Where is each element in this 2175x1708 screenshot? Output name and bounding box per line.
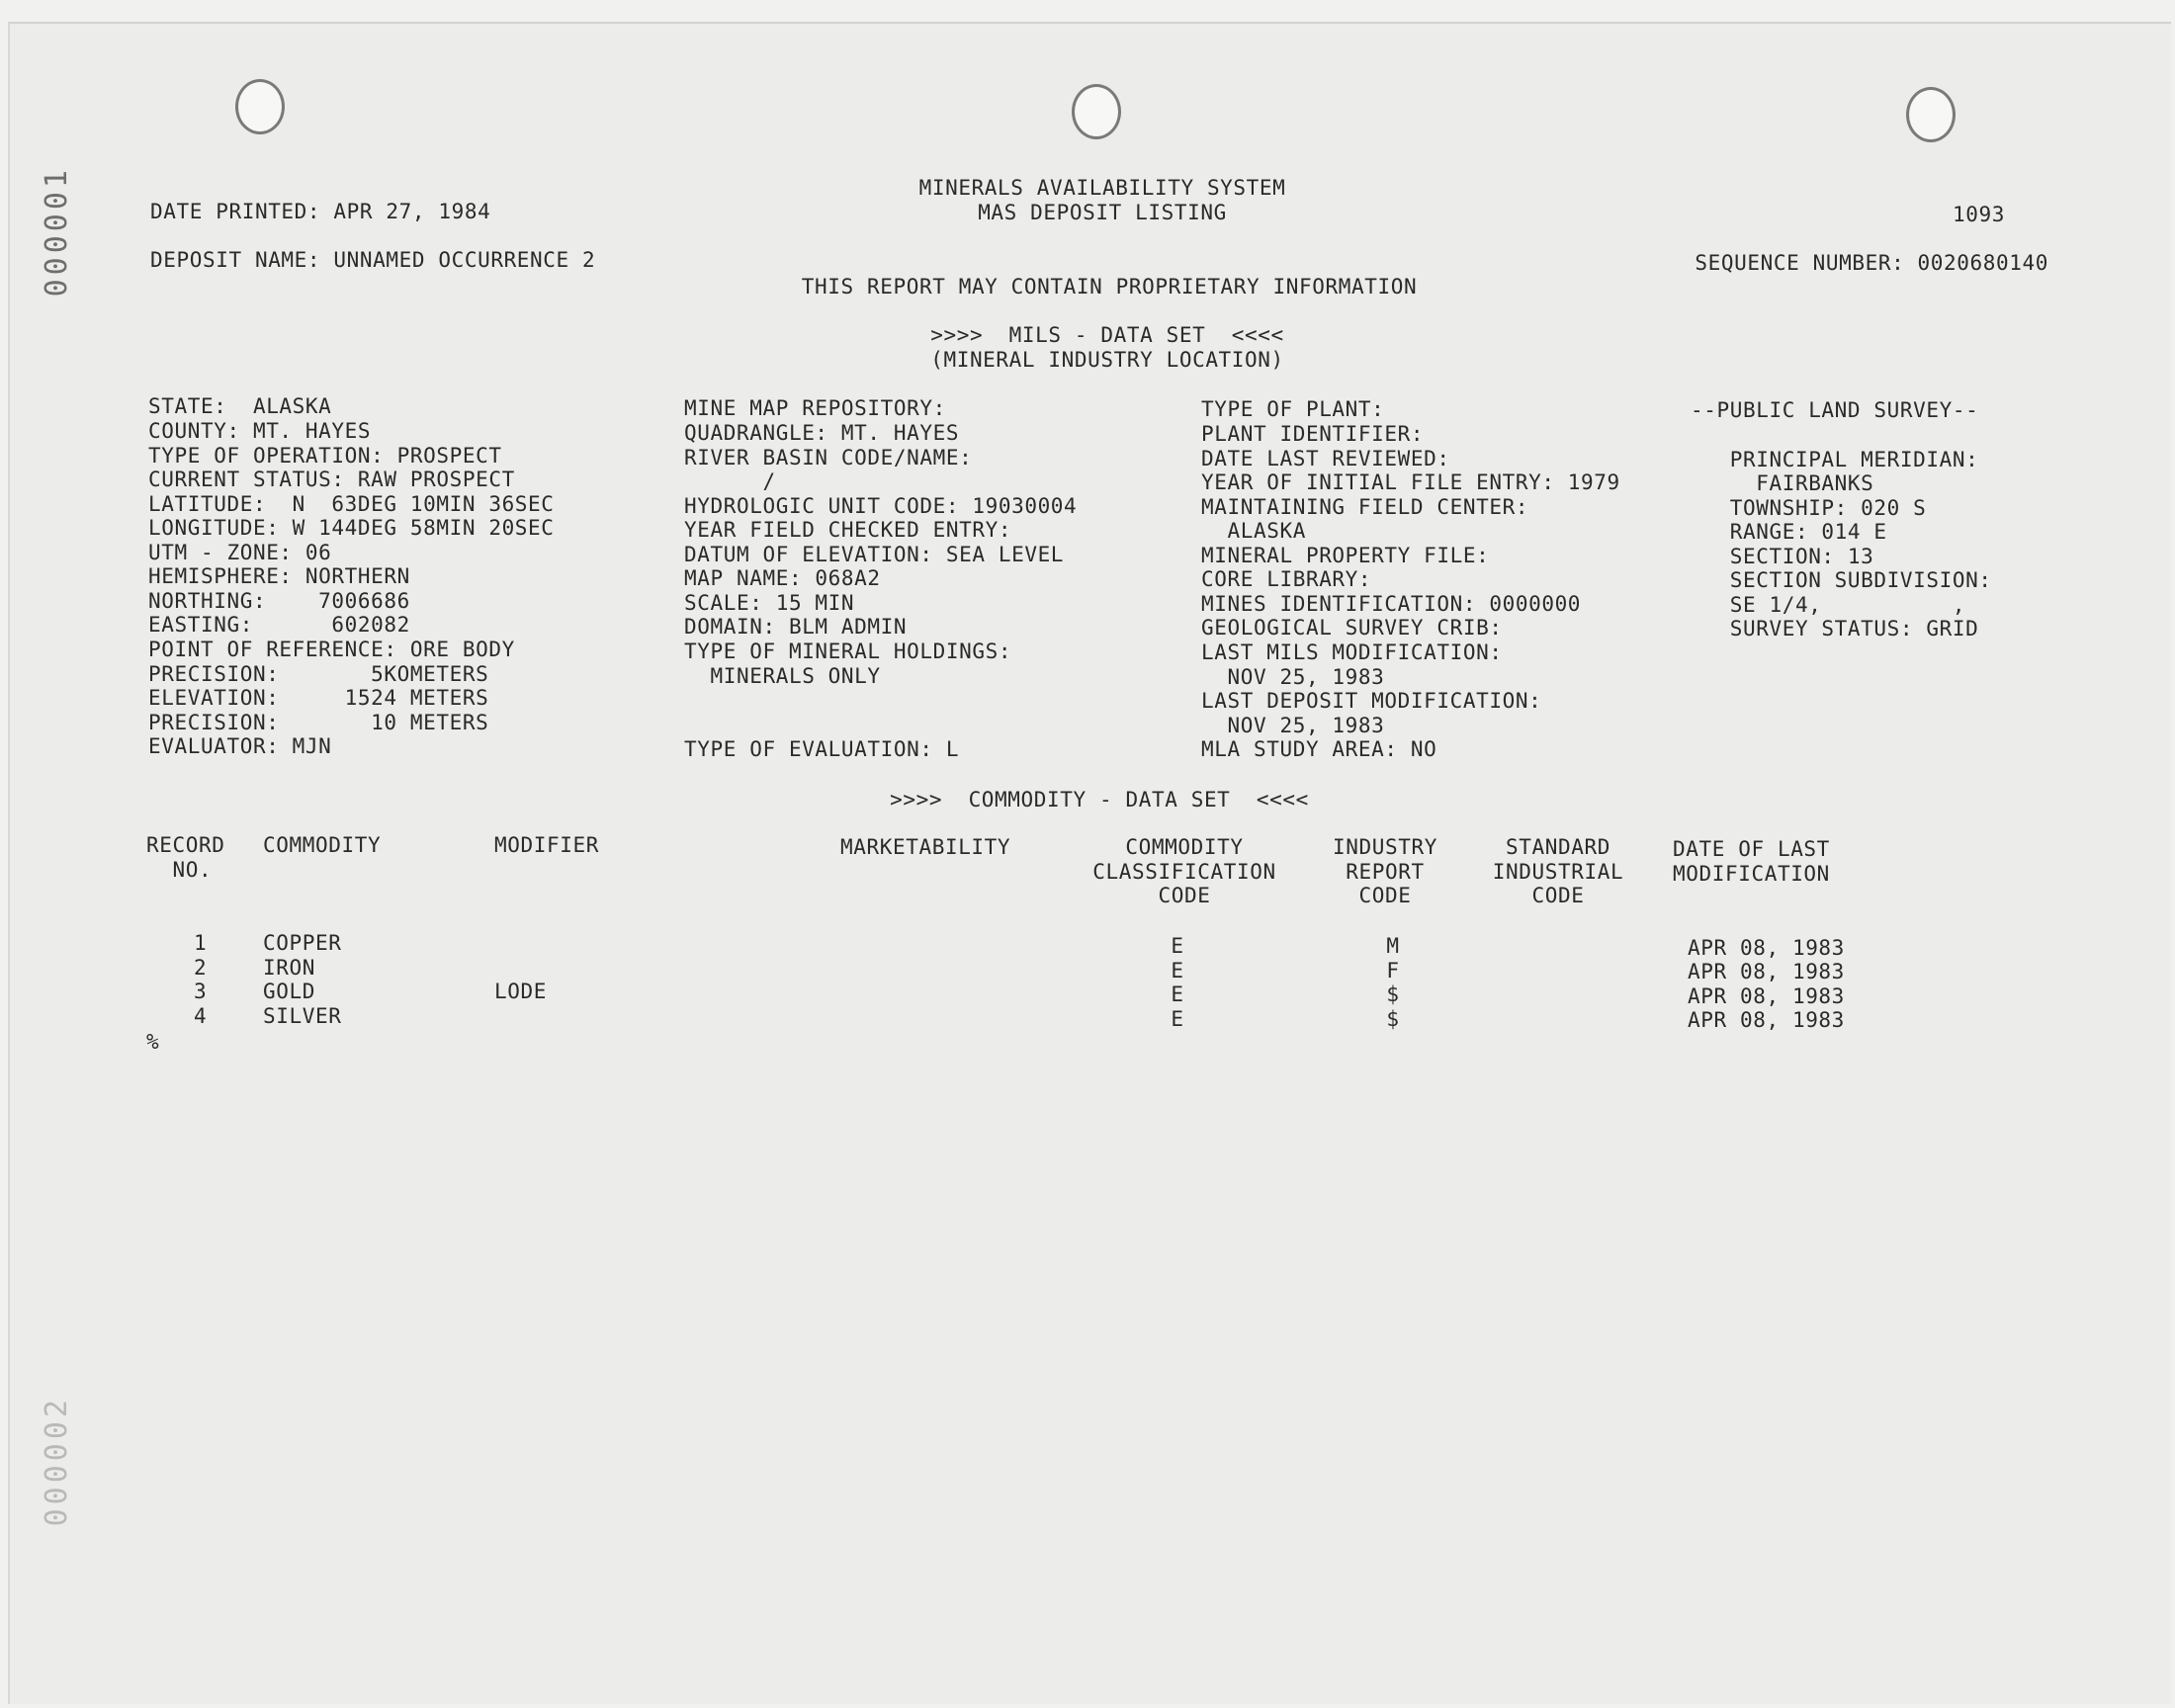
mils-title: >>>> MILS - DATA SET <<<< <box>930 323 1284 347</box>
mils-field: RIVER BASIN CODE/NAME: <box>684 446 973 470</box>
mils-field: COUNTY: MT. HAYES <box>148 419 372 443</box>
industry-code: $ <box>1386 982 1400 1006</box>
mils-field: EASTING: 602082 <box>148 613 410 637</box>
classification-code: E <box>1171 982 1184 1006</box>
sequence-number: SEQUENCE NUMBER: 0020680140 <box>1695 251 2048 275</box>
col-header-record-no: RECORD NO. <box>146 833 225 882</box>
mils-field: / <box>684 470 776 493</box>
mils-field: MINERAL PROPERTY FILE: <box>1201 544 1490 567</box>
classification-code: E <box>1171 1007 1184 1031</box>
modification-date: APR 08, 1983 <box>1688 984 1845 1008</box>
mils-field: DATUM OF ELEVATION: SEA LEVEL <box>684 543 1065 566</box>
mils-field: NOV 25, 1983 <box>1201 714 1385 737</box>
mils-field: CURRENT STATUS: RAW PROSPECT <box>148 468 515 491</box>
mils-field: EVALUATOR: MJN <box>148 734 332 758</box>
col-header-date: DATE OF LAST MODIFICATION <box>1673 837 1830 886</box>
mils-field: PLANT IDENTIFIER: <box>1201 422 1425 446</box>
record-no: 3 <box>194 980 208 1003</box>
modification-date: APR 08, 1983 <box>1688 936 1845 960</box>
mils-field: FAIRBANKS <box>1691 471 1874 495</box>
mils-field: TYPE OF MINERAL HOLDINGS: <box>684 640 1012 663</box>
mils-field: STATE: ALASKA <box>148 394 332 418</box>
commodity-name: GOLD <box>263 980 315 1003</box>
mils-field: DATE LAST REVIEWED: <box>1201 447 1450 470</box>
classification-code: E <box>1171 934 1184 958</box>
modification-date: APR 08, 1983 <box>1688 960 1845 983</box>
mils-field: SECTION SUBDIVISION: <box>1691 568 1992 592</box>
land-survey-heading: --PUBLIC LAND SURVEY-- <box>1691 398 1979 422</box>
industry-code: M <box>1386 934 1400 958</box>
mils-field: TYPE OF EVALUATION: L <box>684 737 960 761</box>
industry-code: $ <box>1386 1007 1400 1031</box>
mils-field: NORTHING: 7006686 <box>148 589 410 613</box>
system-title: MINERALS AVAILABILITY SYSTEM <box>918 176 1286 200</box>
industry-code: F <box>1386 959 1400 982</box>
mils-field: SCALE: 15 MIN <box>684 591 855 615</box>
col-header-marketability: MARKETABILITY <box>840 835 1011 859</box>
mils-field: YEAR FIELD CHECKED ENTRY: <box>684 518 1012 542</box>
mils-field: SE 1/4, , <box>1691 593 1966 617</box>
mils-field: GEOLOGICAL SURVEY CRIB: <box>1201 616 1503 640</box>
page-number: 1093 <box>1953 203 2005 226</box>
date-printed: DATE PRINTED: APR 27, 1984 <box>150 200 491 223</box>
mils-field: MAP NAME: 068A2 <box>684 566 881 590</box>
mils-field: PRINCIPAL MERIDIAN: <box>1691 448 1979 471</box>
punch-hole-center <box>1072 84 1121 139</box>
margin-stamp-top: 000001 <box>40 166 74 298</box>
mils-field: LONGITUDE: W 144DEG 58MIN 20SEC <box>148 516 555 540</box>
col-header-classification: COMMODITY CLASSIFICATION CODE <box>1092 835 1276 908</box>
classification-code: E <box>1171 959 1184 982</box>
end-of-record-marker: % <box>146 1030 160 1054</box>
commodity-title: >>>> COMMODITY - DATA SET <<<< <box>890 788 1309 811</box>
mils-field: MINE MAP REPOSITORY: <box>684 396 946 420</box>
mils-field: TYPE OF OPERATION: PROSPECT <box>148 444 502 468</box>
mils-field: LAST DEPOSIT MODIFICATION: <box>1201 689 1542 713</box>
mils-field: LAST MILS MODIFICATION: <box>1201 640 1503 664</box>
punch-hole-right <box>1906 87 1956 142</box>
record-no: 1 <box>194 931 208 955</box>
listing-title: MAS DEPOSIT LISTING <box>978 201 1227 224</box>
mils-field: TYPE OF PLANT: <box>1201 397 1385 421</box>
mils-subtitle: (MINERAL INDUSTRY LOCATION) <box>930 348 1284 372</box>
modification-date: APR 08, 1983 <box>1688 1008 1845 1032</box>
mils-field: ELEVATION: 1524 METERS <box>148 686 489 710</box>
commodity-name: IRON <box>263 956 315 980</box>
mils-field: MLA STUDY AREA: NO <box>1201 737 1437 761</box>
col-header-industry: INDUSTRY REPORT CODE <box>1333 835 1437 908</box>
col-header-standard: STANDARD INDUSTRIAL CODE <box>1492 835 1624 908</box>
mils-field: RANGE: 014 E <box>1691 520 1887 544</box>
mils-field: PRECISION: 5KOMETERS <box>148 662 489 686</box>
commodity-name: COPPER <box>263 931 342 955</box>
mils-field: LATITUDE: N 63DEG 10MIN 36SEC <box>148 492 555 516</box>
col-header-commodity: COMMODITY <box>263 833 382 857</box>
mils-field: SECTION: 13 <box>1691 545 1874 568</box>
mils-field: HYDROLOGIC UNIT CODE: 19030004 <box>684 494 1078 518</box>
mils-field: HEMISPHERE: NORTHERN <box>148 564 410 588</box>
mils-field: NOV 25, 1983 <box>1201 665 1385 689</box>
mils-field: TOWNSHIP: 020 S <box>1691 496 1927 520</box>
mils-field: MINERALS ONLY <box>684 664 881 688</box>
record-no: 4 <box>194 1004 208 1028</box>
commodity-name: SILVER <box>263 1004 342 1028</box>
mils-field: PRECISION: 10 METERS <box>148 711 489 734</box>
mils-field: QUADRANGLE: MT. HAYES <box>684 421 960 445</box>
mils-field: UTM - ZONE: 06 <box>148 541 332 564</box>
margin-stamp-bottom: 000002 <box>40 1396 74 1527</box>
mils-field: CORE LIBRARY: <box>1201 567 1372 591</box>
mils-field: SURVEY STATUS: GRID <box>1691 617 1979 640</box>
col-header-modifier: MODIFIER <box>494 833 599 857</box>
commodity-modifier: LODE <box>494 980 547 1003</box>
punch-hole-left <box>235 79 285 134</box>
proprietary-notice: THIS REPORT MAY CONTAIN PROPRIETARY INFORMATION <box>801 275 1418 299</box>
record-no: 2 <box>194 956 208 980</box>
mils-field: ALASKA <box>1201 519 1306 543</box>
mils-field: DOMAIN: BLM ADMIN <box>684 615 908 639</box>
mils-field: YEAR OF INITIAL FILE ENTRY: 1979 <box>1201 470 1620 494</box>
deposit-name: DEPOSIT NAME: UNNAMED OCCURRENCE 2 <box>150 248 596 272</box>
mils-field: MINES IDENTIFICATION: 0000000 <box>1201 592 1582 616</box>
mils-field: MAINTAINING FIELD CENTER: <box>1201 495 1529 519</box>
mils-field: POINT OF REFERENCE: ORE BODY <box>148 638 515 661</box>
